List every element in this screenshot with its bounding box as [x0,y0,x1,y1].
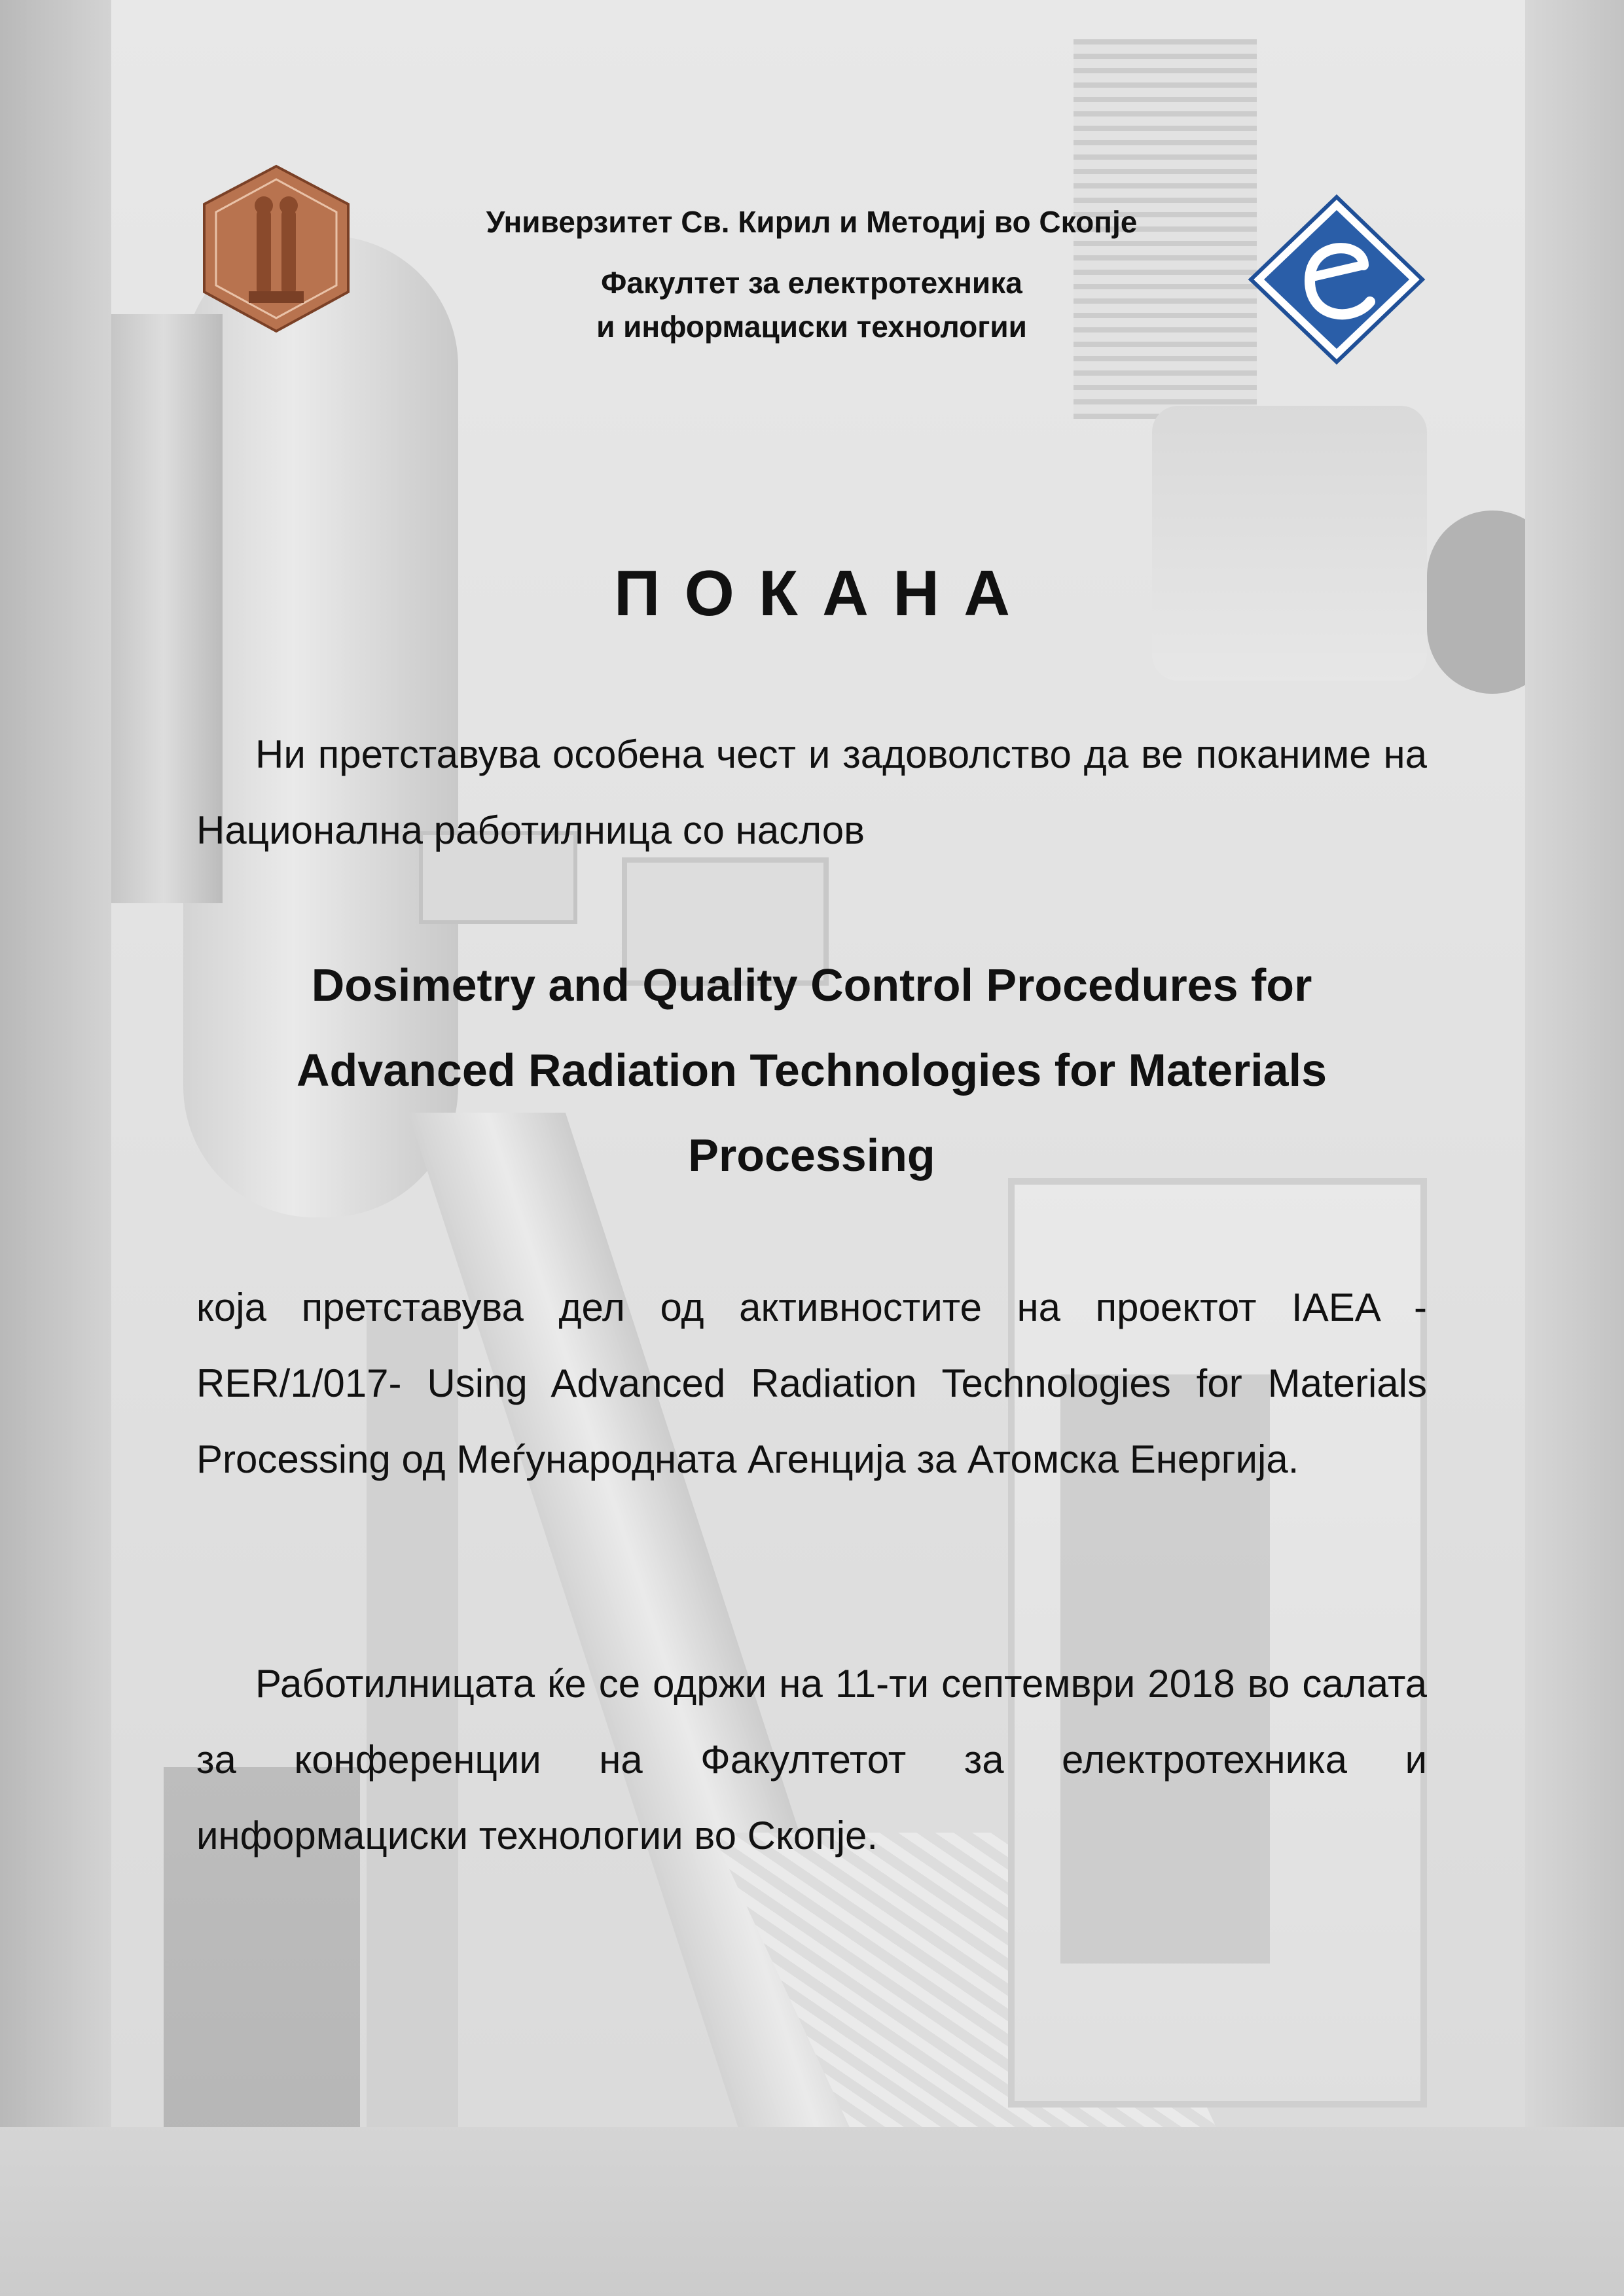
feit-logo-icon [1247,193,1427,367]
page-title: ПОКАНА [613,557,1035,629]
university-seal-icon [196,164,357,334]
event-paragraph: Работилницата ќе се одржи на 11-ти септември 2018 во салата за конференции на Факултетот за електротехника и информациски технологии во Скопје. [196,1662,1427,1857]
university-name: Универзитет Св. Кирил и Методиј во Скопје [486,205,1138,239]
faculty-name-line1: Факултет за електротехника [601,266,1022,300]
faculty-name-line2: и информациски технологии [596,310,1027,344]
intro-paragraph: Ни претставува особена чест и задоволство да ве поканиме на Национална работилница со наслов [196,732,1427,852]
workshop-title: Dosimetry and Quality Control Procedures for Advanced Radiation Technologies for Materials Processing [296,960,1327,1181]
project-paragraph: која претставува дел од активностите на проектот IAEA - RER/1/017- Using Advanced Radiation Technologies for Materials Processing од Меѓународната Агенција за Атомска Енергија. [196,1285,1427,1481]
